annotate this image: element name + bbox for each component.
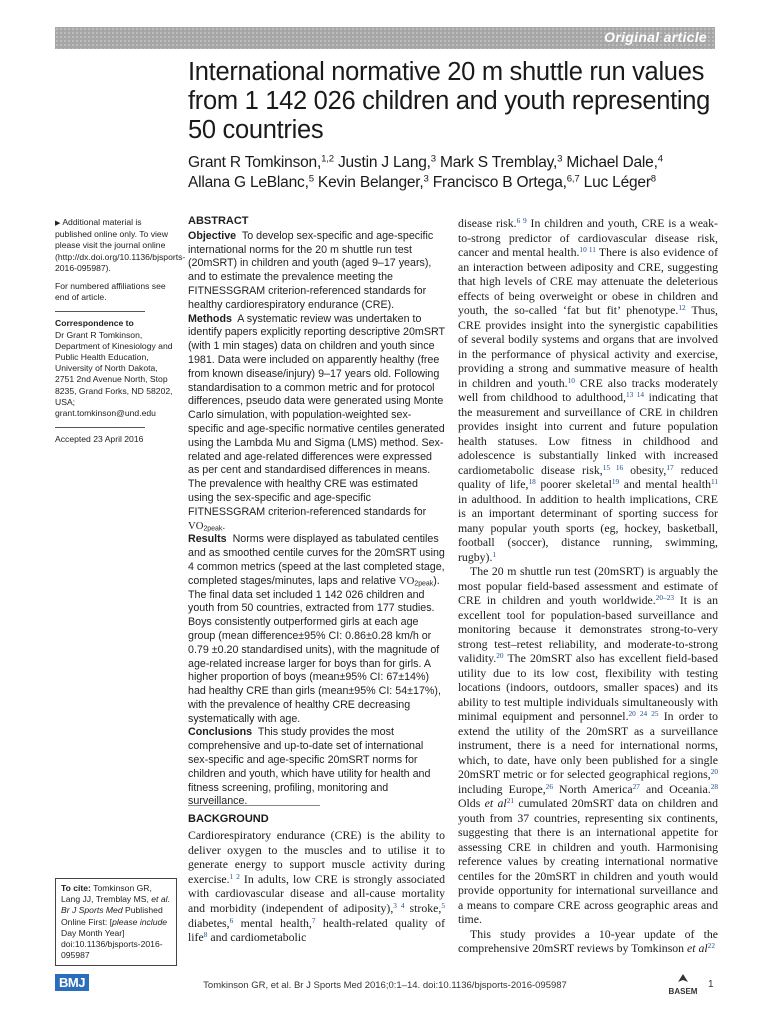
author-line [188, 173, 718, 193]
reference-link[interactable]: 28 [710, 781, 719, 791]
abstract [188, 215, 445, 809]
divider [55, 427, 145, 428]
reference-link[interactable]: 10 11 [579, 244, 596, 254]
citation-box: To cite: Tomkinson GR, Lang JJ, Tremblay MS, et al. Br J Sports Med Published Online First: [please include Day Month Year] doi:10.1136/bjsports-2016-095987 [55, 878, 177, 966]
body-paragraph: The 20 m shuttle run test (20mSRT) is arguably the most popular field-based assessment and estimate of CRE in children and youth worldwide.$^{20-23}$ It is an excellent tool for population-based surveillance and monitoring because it demonstrates strong-to-very strong test–retest reliability, and moderate-to-strong validity.$^{20}$ The 20mSRT also has excellent field-based utility due to its low cost, flexibility with testing locations (indoors, outdoors, smaller spaces) and its ability to test multiple individuals simultaneously with minimal equipment and personnel.$^{20 24 25}$ In order to extend the utility of the 20mSRT as a surveillance instrument, there is a need for international norms, which, to date, have only been published for a single 20mSRT metric or for selected geographical regions,$^{20}$ including Europe,$^{26}$ North America$^{27}$ and Oceania.$^{28}$ Olds et al$^{21}$ cumulated 20mSRT data on children and youth from 37 countries, representing six continents, suggesting that there is an international appetite for assessing CRE in children and youth. Harmonising reference values by creating international normative centiles for the 20mSRT in children and youth would provide opportunity for international surveillance and a means to compare CRE across geographic areas and time. [458, 564, 719, 926]
correspondence [55, 318, 177, 419]
reference-link[interactable]: 20 24 25 [628, 708, 659, 718]
reference-link[interactable]: 20–23 [655, 592, 674, 602]
reference-link[interactable]: 20 [710, 766, 718, 776]
abstract-heading: ABSTRACT [188, 215, 249, 227]
reference-link[interactable]: 1 2 [229, 871, 240, 881]
author-line [188, 153, 718, 173]
reference-link[interactable]: 19 [611, 476, 620, 486]
basem-logo-text: BASEM [668, 987, 698, 996]
reference-link[interactable]: 20 [496, 650, 504, 660]
title-line: 50 countries [188, 116, 324, 144]
reference-link[interactable]: 22 [707, 940, 715, 950]
reference-link[interactable]: 6 9 [516, 215, 527, 225]
author-name: Luc Léger [579, 174, 651, 191]
accepted-date: Accepted 23 April 2016 [55, 434, 144, 445]
abstract-objective: Objective To develop sex-specific and age-specific international norms for the 20 m shuttle run test (20mSRT) in children and youth (aged 9–17 years), and to estimate the prevalence meeting the FITNESSGRAM criterion-referenced standards for healthy cardiorespiratory endurance (CRE). [188, 229, 434, 311]
correspondence-heading: Correspondence to [55, 318, 134, 329]
reference-link[interactable]: 12 [678, 302, 686, 312]
reference-link[interactable]: 1 [492, 549, 497, 559]
reference-link[interactable]: 17 [666, 462, 674, 472]
reference-link[interactable]: 21 [506, 795, 514, 805]
article-title [188, 58, 718, 145]
author-name: Mark S Tremblay, [435, 154, 558, 171]
author-name: Francisco B Ortega, [428, 174, 567, 191]
body-paragraph: This study provides a 10-year update of the comprehensive 20mSRT reviews by Tomkinson et al$^{22}$ [458, 926, 718, 955]
affiliation-marker: 6,7 [566, 173, 580, 185]
divider [188, 805, 320, 806]
reference-link[interactable]: 3 4 [393, 900, 405, 910]
author-name: Justin J Lang, [333, 154, 431, 171]
reference-link[interactable]: 11 [710, 476, 718, 486]
sidebar-notes [55, 217, 186, 452]
divider [55, 311, 145, 312]
bmj-logo: BMJ [55, 974, 89, 991]
body-paragraph: disease risk.$^{6 9}$ In children and youth, CRE is a weak-to-strong predictor of cardiovascular disease risk, cancer and mental health.$^{10 11}$ There is also evidence of an interaction between adiposity and CRE, suggesting that high levels of CRE may attenuate the deleterious effects of being overweight or obese in children and youth, the so-called ‘fat but fit’ phenotype.$^{12}$ Thus, CRE provides insight into the synergistic capabilities of several bodily systems and organs that are involved in the performance of physical activity and exercise, providing a strong and summative measure of health in children and youth.$^{10}$ CRE also tracks moderately well from childhood to adulthood,$^{13 14}$ indicating that the measurement and surveillance of CRE in children provides insight into current and future population health statuses. Low fitness in childhood and adolescence is substantially linked with increased cardiometabolic disease risk,$^{15 16}$ obesity,$^{17}$ reduced quality of life,$^{18}$ poorer skeletal$^{19}$ and mental health$^{11}$ in adulthood. In addition to health implications, CRE is an important determinant of sporting success for many popular youth sports (eg, hockey, basketball, football (soccer), distance running, swimming, rugby).$^1$ [458, 215, 719, 564]
affiliation-marker: 1,2 [321, 153, 334, 165]
correspondence-address: Dr Grant R Tomkinson, Department of Kinesiology and Public Health Education, University of North Dakota, 2751 2nd Avenue North, Stop 8235, Grand Forks, ND 58202, USA; grant.tomkinson@und.edu [55, 329, 173, 419]
title-line: International normative 20 m shuttle run values [188, 58, 705, 86]
reference-link[interactable]: 6 [229, 915, 234, 925]
footer-citation: Tomkinson GR, et al. Br J Sports Med 2016;0:1–14. doi:10.1136/bjsports-2016-095987 [203, 980, 567, 991]
body-right-column [458, 216, 718, 956]
abstract-methods: Methods A systematic review was undertaken to identify papers explicitly reporting descriptive 20mSRT (with 1 min stages) data on children and youth since 1981. Data were included on apparently healthy (free from known disease/injury) 9–17 years old. Following standardisation to a common metric and for protocol differences, pseudo data were generated using Monte Carlo simulation, with population-weighted sex-specific and age-specific normative centiles generated using the Lambda Mu and Sigma (LMS) method. Sex-related and age-related differences were expressed as per cent and standardised differences in means. The prevalence with healthy CRE was estimated using the sex-specific and age-specific FITNESSGRAM criterion-referenced standards for $VO_{2peak}$. [188, 312, 445, 533]
reference-link[interactable]: 10 [567, 375, 575, 385]
author-name: Kevin Belanger, [313, 174, 424, 191]
reference-link[interactable]: 18 [528, 476, 536, 486]
author-name: Michael Dale, [562, 154, 658, 171]
additional-material-note: ▶ Additional material is published online only. To view please visit the journal online (http://dx.doi.org/10.1136/bjsports-2016-095987). [55, 217, 186, 273]
basem-logo [664, 972, 702, 1000]
author-name: Allana G LeBlanc, [188, 174, 309, 191]
affiliation-marker: 3 [430, 153, 436, 165]
abstract-conclusions: Conclusions This study provides the most comprehensive and up-to-date set of international sex-specific and age-specific 20mSRT norms for children and youth, which have utility for health and fitness screening, profiling, monitoring and surveillance. [188, 726, 431, 808]
page-number: 1 [708, 979, 714, 990]
article-type-label: Original article [604, 29, 707, 45]
reference-link[interactable]: 7 [311, 915, 316, 925]
cite-label: To cite: [61, 883, 91, 893]
affiliation-marker: 5 [308, 173, 314, 185]
affiliation-marker: 4 [657, 153, 663, 165]
article-type-banner [55, 27, 715, 49]
affiliations-note: For numbered affiliations see end of article. [55, 281, 166, 303]
title-line: from 1 142 026 children and youth representing [188, 87, 711, 115]
affiliation-marker: 3 [557, 153, 563, 165]
basem-emblem-shape [678, 974, 688, 982]
background-paragraph: Cardiorespiratory endurance (CRE) is the ability to deliver oxygen to the muscles and to utilise it to generate energy to support muscle activity during exercise.$^{1 2}$ In adults, low CRE is strongly associated with cardiovascular disease and all-cause mortality and morbidity (independent of adiposity),$^{3 4}$ stroke,$^5$ diabetes,$^6$ mental health,$^7$ health-related quality of life$^8$ and cardiometabolic [188, 828, 446, 945]
reference-link[interactable]: 15 16 [602, 462, 624, 472]
reference-link[interactable]: 8 [203, 930, 208, 940]
author-list [188, 153, 718, 193]
reference-link[interactable]: 5 [441, 900, 445, 910]
affiliation-marker: 3 [423, 173, 429, 185]
abstract-results: Results Norms were displayed as tabulated centiles and as smoothed centile curves for the 20mSRT using 4 common metrics (speed at the last completed stage, completed stages/minutes, laps and relative $VO_{2peak}$). The final data set included 1 142 026 children and youth from 50 countries, extracted from 177 studies. Boys consistently outperformed girls at each age group (mean difference±95% CI: 0.86±0.28 km/h or 0.79 ±0.20 standardised units), with the magnitude of age-related increase larger for boys than for girls. A higher proportion of boys (mean±95% CI: 67±14%) had healthy CRE than girls (mean±95% CI: 54±17%), with the prevalence of healthy CRE decreasing systematically with age. [188, 533, 445, 725]
triangle-right-icon: ▶ [55, 220, 61, 227]
background-heading: BACKGROUND [188, 813, 269, 825]
reference-link[interactable]: 13 14 [625, 389, 645, 399]
affiliation-marker: 8 [650, 173, 656, 185]
journal-name: Br J Sports Med [61, 905, 123, 916]
author-name: Grant R Tomkinson, [188, 154, 322, 171]
reference-link[interactable]: 27 [632, 781, 640, 791]
reference-link[interactable]: 26 [545, 781, 553, 791]
